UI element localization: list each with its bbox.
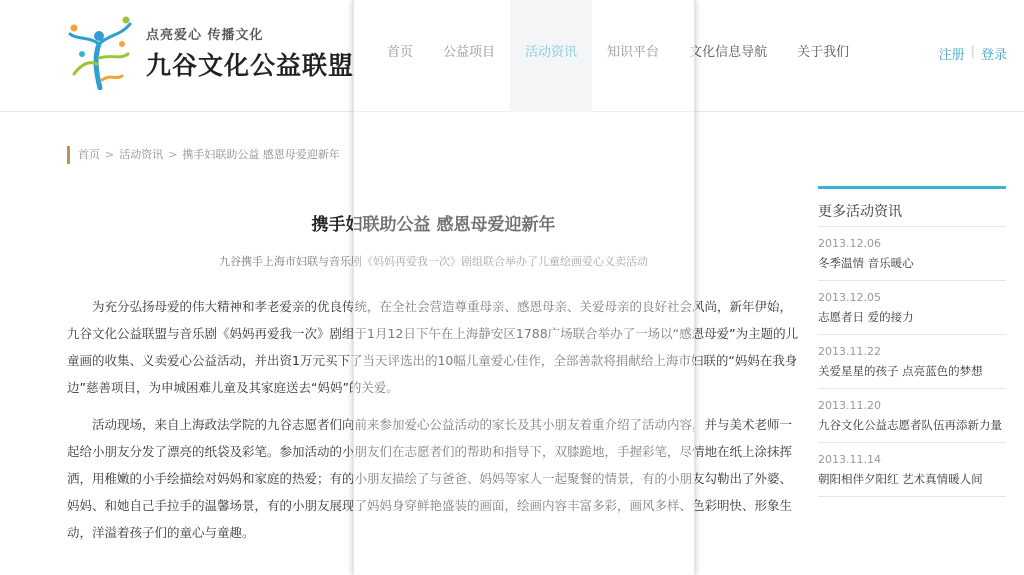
article-paragraph: 为充分弘扬母爱的伟大精神和孝老爱亲的优良传统，在全社会营造尊重母亲、感恩母亲、关爱母亲的良好社会风尚，新年伊始，九谷文化公益联盟与音乐剧《妈妈再爱我一次》剧组于1月12日下午在上海静安区1788广场联合举办了一场以“感恩母爱”为主题的儿童画的收集、义卖爱心公益活动，并出资1万元买下了当天评选出的10幅儿童爱心佳作，全部善款将捐献给上海市妇联的“妈妈在我身边”慈善项目，为申城困难儿童及其家庭送去“妈妈”的关爱。 <box>67 299 799 395</box>
news-title-link[interactable]: 朝阳相伴夕阳红 艺术真情暖人间 <box>818 472 983 486</box>
nav-item-home[interactable]: 首页 <box>387 45 414 60</box>
article-title: 携手妇联助公益 感恩母爱迎新年 <box>311 215 556 235</box>
news-date: 2013.12.06 <box>818 237 881 250</box>
breadcrumb-section[interactable]: 活动资讯 <box>119 148 164 161</box>
site-header <box>0 0 1024 112</box>
article-body <box>67 293 800 546</box>
sidebar-news-item[interactable] <box>818 227 1006 281</box>
news-title-link[interactable]: 志愿者日 爱的接力 <box>818 310 914 324</box>
article-paragraph: 活动现场，来自上海政法学院的九谷志愿者们向前来参加爱心公益活动的家长及其小朋友着重介绍了活动内容，并与美术老师一起给小朋友分发了漂亮的纸袋及彩笔。参加活动的小朋友们在志愿者们的帮助和指导下，双膝跪地，手握彩笔，尽情地在纸上涂抹挥洒，用稚嫩的小手绘描绘对妈妈和家庭的热爱；有的小朋友描绘了与爸爸、妈妈等家人一起聚餐的情景，有的小朋友勾勒出了外婆、妈妈、和她自己手拉手的温馨场景，有的小朋友展现了妈妈身穿鲜艳盛装的画面，绘画内容丰富多彩，画风多样、色彩明快、形象生动，洋溢着孩子们的童心与童趣。 <box>67 417 793 540</box>
login-link[interactable]: 登录 <box>980 48 1007 63</box>
dancing-figures-logo-icon <box>66 14 136 90</box>
breadcrumb-current: 携手妇联助公益 感恩母爱迎新年 <box>182 148 340 161</box>
nav-item-activities[interactable]: 活动资讯 <box>510 0 592 112</box>
sidebar-news-item[interactable] <box>818 335 1006 389</box>
nav-item-projects[interactable]: 公益项目 <box>443 45 496 60</box>
news-date: 2013.11.20 <box>818 399 881 412</box>
more-news-sidebar <box>818 186 1006 497</box>
breadcrumb <box>67 146 340 164</box>
news-title-link[interactable]: 九谷文化公益志愿者队伍再添新力量 <box>818 418 1002 432</box>
auth-links <box>939 44 1007 63</box>
sidebar-news-item[interactable] <box>818 443 1006 497</box>
auth-separator: | <box>970 44 975 59</box>
sidebar-news-item[interactable] <box>818 281 1006 335</box>
nav-item-culture-nav[interactable]: 文化信息导航 <box>689 45 768 60</box>
nav-item-about[interactable]: 关于我们 <box>797 45 850 60</box>
sidebar-news-item[interactable] <box>818 389 1006 443</box>
nav-item-knowledge[interactable]: 知识平台 <box>607 45 660 60</box>
news-title-link[interactable]: 关爱星星的孩子 点亮蓝色的梦想 <box>818 364 983 378</box>
news-title-link[interactable]: 冬季温情 音乐暖心 <box>818 256 914 270</box>
breadcrumb-home[interactable]: 首页 <box>78 148 100 161</box>
news-date: 2013.11.14 <box>818 453 881 466</box>
news-date: 2013.11.22 <box>818 345 881 358</box>
main-nav <box>372 0 864 112</box>
article <box>67 210 800 556</box>
breadcrumb-separator: > <box>168 148 178 161</box>
news-date: 2013.12.05 <box>818 291 881 304</box>
site-logo[interactable] <box>66 14 356 94</box>
breadcrumb-separator: > <box>105 148 115 161</box>
brand-name: 九谷文化公益联盟 <box>146 51 355 80</box>
register-link[interactable]: 注册 <box>938 48 965 63</box>
sidebar-title: 更多活动资讯 <box>818 186 1006 227</box>
brand-slogan: 点亮爱心 传播文化 <box>146 28 264 43</box>
article-subtitle: 九谷携手上海市妇联与音乐剧《妈妈再爱我一次》剧组联合举办了儿童绘画爱心义卖活动 <box>219 255 648 268</box>
